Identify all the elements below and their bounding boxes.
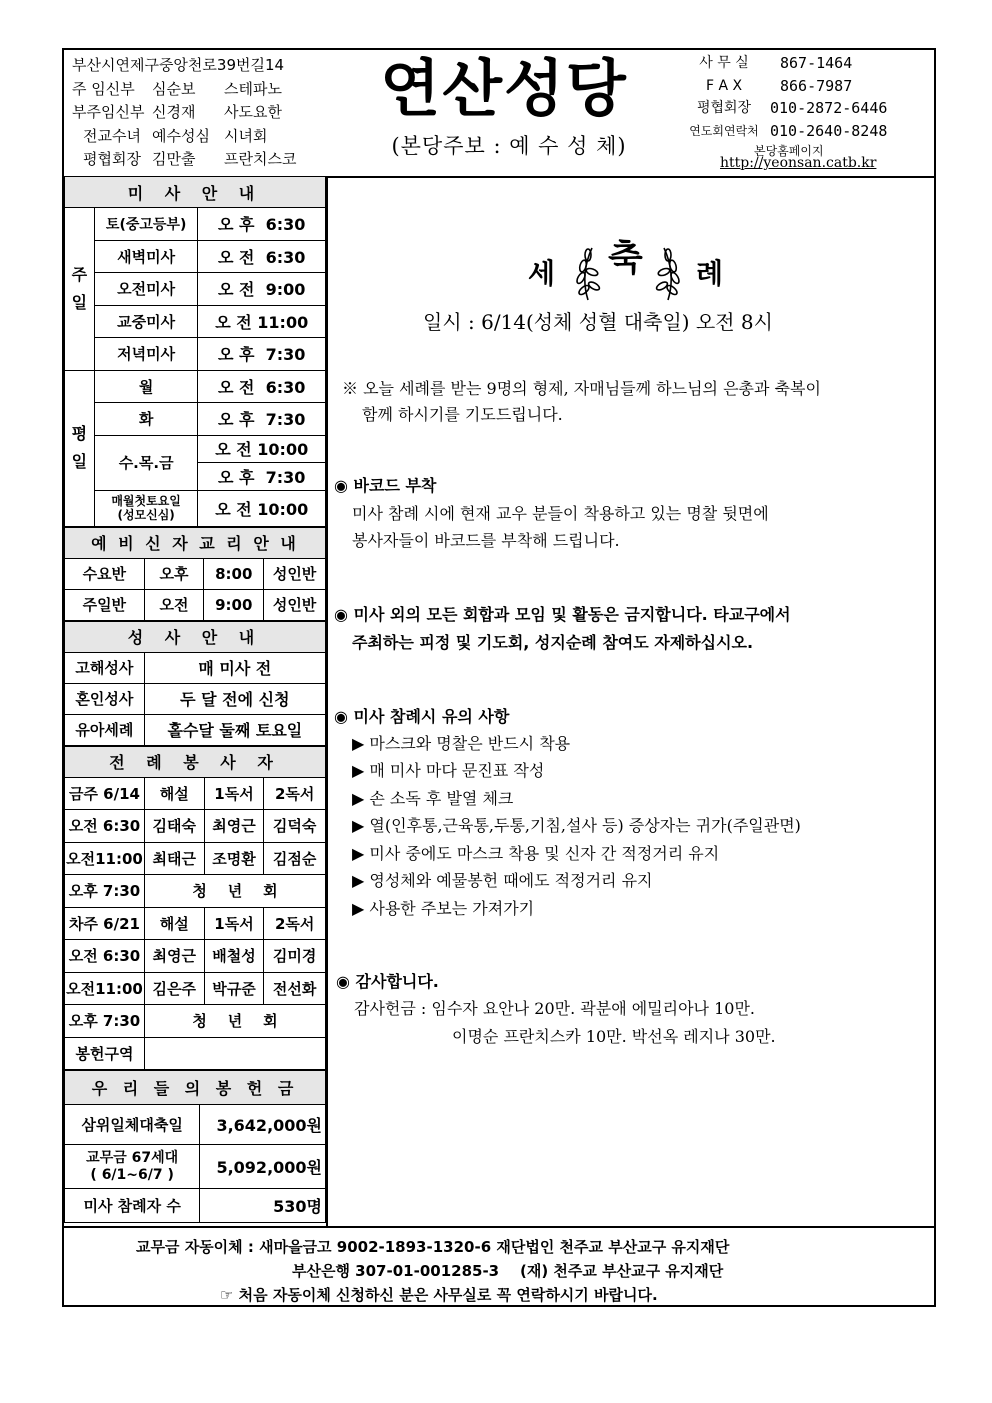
sacrament-info: 매 미사 전 <box>144 652 325 683</box>
offering-value: 3,642,000원 <box>200 1105 326 1145</box>
barcode-heading: ◉ 바코드 부착 <box>334 476 437 495</box>
footer-account-line: 부산은행 307-01-001285-3 (재) 천주교 부산교구 유지재단 <box>292 1262 724 1280</box>
mass-name: 토(중고등부) <box>94 208 198 241</box>
server-group: 청 년 회 <box>144 1005 325 1038</box>
mass-name: 새벽미사 <box>94 240 198 273</box>
bulletin-frame <box>62 48 936 1307</box>
staff-row: 부주임신부 신경재 사도요한 <box>72 103 282 121</box>
mass-schedule-table <box>64 176 326 527</box>
footer-contact-note: ☞ 처음 자동이체 신청하신 분은 사무실로 꼭 연락하시기 바랍니다. <box>220 1286 658 1304</box>
homepage-link[interactable]: http://yeonsan.catb.kr <box>720 155 877 171</box>
page-subtitle: (본당주보 : 예 수 성 체) <box>391 134 627 158</box>
role-header: 1독서 <box>204 777 264 810</box>
catechumen-title: 예 비 신 자 교 리 안 내 <box>65 527 326 558</box>
mass-time: 오 전 9:00 <box>198 273 326 306</box>
mass-time: 오 후 7:30 <box>198 463 326 491</box>
mass-slot: 오전 6:30 <box>65 940 145 973</box>
caution-item: ▶ 마스크와 명찰은 반드시 착용 <box>352 734 571 753</box>
server-name: 김태숙 <box>144 810 204 843</box>
offering-label: 교무금 67세대 ( 6/1~6/7 ) <box>65 1145 200 1189</box>
staff-row: 주 임신부 심순보 스테파노 <box>72 79 282 98</box>
server-name: 김덕숙 <box>264 810 326 843</box>
parish-address: 부산시연제구중앙천로39번길14 <box>72 56 285 74</box>
mass-slot: 오전 6:30 <box>65 810 145 843</box>
baptism-date: 일시 : 6/14(성체 성혈 대축일) 오전 8시 <box>423 310 773 334</box>
caution-item: ▶ 영성체와 예물봉헌 때에도 적정거리 유지 <box>352 871 653 890</box>
offering-area-value <box>144 1037 325 1070</box>
role-header: 해설 <box>144 777 204 810</box>
caution-item: ▶ 열(인후통,근육통,두통,기침,설사 등) 증상자는 귀가(주일관면) <box>352 816 801 835</box>
week-label: 차주 6/21 <box>65 907 145 940</box>
sacrament-name: 유아세례 <box>65 714 145 745</box>
class-target: 성인반 <box>264 589 326 620</box>
server-group: 청 년 회 <box>144 875 325 908</box>
liturgy-title: 전 례 봉 사 자 <box>65 746 326 777</box>
mass-name: 월 <box>94 370 198 403</box>
mass-time: 오 전 6:30 <box>198 240 326 273</box>
offering-label: 삼위일체대축일 <box>65 1105 200 1145</box>
baptism-title-right: 례 <box>696 257 724 290</box>
class-time: 8:00 <box>204 558 264 589</box>
footer-account-line: 교무금 자동이체 : 새마을금고 9002-1893-1320-6 재단법인 천주교 부산교구 유지재단 <box>136 1238 730 1256</box>
server-name: 최태근 <box>144 842 204 875</box>
info-sidebar <box>64 176 328 1226</box>
mass-time: 오 후 7:30 <box>198 403 326 436</box>
role-header: 1독서 <box>204 907 264 940</box>
caution-item: ▶ 매 미사 마다 문진표 작성 <box>352 761 545 780</box>
contact-row: 연도회연락처 010-2640-8248 <box>689 121 888 140</box>
mass-slot: 오후 7:30 <box>65 875 145 908</box>
contact-row: 평협회장 010-2872-6446 <box>696 99 888 117</box>
baptism-note: 함께 하시기를 기도드립니다. <box>362 405 563 424</box>
homepage-label: 본당홈페이지 <box>754 144 824 158</box>
offering-label: 미사 참례자 수 <box>65 1189 200 1223</box>
baptism-note: ※ 오늘 세례를 받는 9명의 형제, 자매님들께 하느님의 은총과 축복이 <box>342 379 821 398</box>
server-name: 김은주 <box>144 972 204 1005</box>
mass-name: 수.목.금 <box>94 435 198 490</box>
baptism-title <box>528 228 728 308</box>
page-title: 연산성당 <box>380 52 628 125</box>
contact-row: 사 무 실 867-1464 <box>699 54 853 72</box>
server-name: 김미경 <box>264 940 326 973</box>
parish-info <box>72 54 332 172</box>
caution-item: ▶ 미사 중에도 마스크 착용 및 신자 간 적정거리 유지 <box>352 844 720 863</box>
mass-guide-title: 미 사 안 내 <box>65 177 326 208</box>
announcements-area <box>328 176 934 1226</box>
thanks-text: 이명순 프란치스카 10만. 박선옥 레지나 30만. <box>452 1027 776 1046</box>
server-name: 전선화 <box>264 972 326 1005</box>
role-header: 2독서 <box>264 907 326 940</box>
server-name: 조명환 <box>204 842 264 875</box>
mass-name: 화 <box>94 403 198 436</box>
server-name: 김점순 <box>264 842 326 875</box>
contact-info <box>684 52 934 142</box>
barcode-text: 봉사자들이 바코드를 부착해 드립니다. <box>352 531 620 550</box>
server-name: 최영근 <box>204 810 264 843</box>
staff-row: 전교수녀 예수성심 시녀회 <box>83 126 268 145</box>
auto-transfer-footer <box>64 1226 934 1309</box>
mass-time: 오 전 10:00 <box>198 490 326 526</box>
server-name: 배철성 <box>204 940 264 973</box>
server-name: 박규준 <box>204 972 264 1005</box>
sacrament-info: 홀수달 둘째 토요일 <box>144 714 325 745</box>
class-name: 주일반 <box>65 589 145 620</box>
bulletin-header <box>64 50 934 178</box>
class-period: 오후 <box>144 558 204 589</box>
thanks-text: 감사헌금 : 임수자 요안나 20만. 곽분애 에밀리아나 10만. <box>354 999 756 1018</box>
role-header: 해설 <box>144 907 204 940</box>
gathering-ban-notice: ◉ 미사 외의 모든 회합과 모임 및 활동은 금지합니다. 타교구에서 <box>334 605 791 624</box>
mass-slot: 오전11:00 <box>65 972 145 1005</box>
sacraments-table <box>64 621 326 746</box>
sacrament-name: 고해성사 <box>65 652 145 683</box>
baptism-title-left: 세 <box>528 257 556 290</box>
mass-time: 오 전 10:00 <box>198 435 326 463</box>
class-target: 성인반 <box>264 558 326 589</box>
class-period: 오전 <box>144 589 204 620</box>
mass-time: 오 후 7:30 <box>198 338 326 371</box>
sacrament-name: 혼인성사 <box>65 683 145 714</box>
contact-row: F A X 866-7987 <box>705 76 853 95</box>
week-label: 금주 6/14 <box>65 777 145 810</box>
offering-value: 530명 <box>200 1189 326 1223</box>
gathering-ban-notice: 주최하는 피정 및 기도회, 성지순례 참여도 자제하십시오. <box>352 633 754 652</box>
first-saturday-mass: 매월첫토요일 (성모신심) <box>94 490 198 526</box>
weekday-label: 평 일 <box>65 370 95 526</box>
baptism-title-mid: 축 <box>608 238 643 279</box>
offerings-title: 우 리 들 의 봉 헌 금 <box>65 1071 326 1105</box>
barcode-text: 미사 참례 시에 현재 교우 분들이 착용하고 있는 명찰 뒷면에 <box>352 504 769 523</box>
mass-time: 오 후 6:30 <box>198 208 326 241</box>
staff-row: 평협회장 김만출 프란치스코 <box>83 150 297 168</box>
offering-value: 5,092,000원 <box>200 1145 326 1189</box>
mass-name: 오전미사 <box>94 273 198 306</box>
mass-time: 오 전 6:30 <box>198 370 326 403</box>
role-header: 2독서 <box>264 777 326 810</box>
mass-slot: 오전11:00 <box>65 842 145 875</box>
class-name: 수요반 <box>65 558 145 589</box>
offerings-table <box>64 1070 326 1223</box>
class-time: 9:00 <box>204 589 264 620</box>
mass-name: 교중미사 <box>94 305 198 338</box>
catechumen-table <box>64 527 326 621</box>
caution-heading: ◉ 미사 참례시 유의 사항 <box>334 707 510 726</box>
sunday-label: 주 일 <box>65 208 95 371</box>
server-name: 최영근 <box>144 940 204 973</box>
sacrament-info: 두 달 전에 신청 <box>144 683 325 714</box>
offering-area-label: 봉헌구역 <box>65 1037 145 1070</box>
thanks-heading: ◉ 감사합니다. <box>336 972 439 991</box>
mass-time: 오 전 11:00 <box>198 305 326 338</box>
mass-slot: 오후 7:30 <box>65 1005 145 1038</box>
caution-item: ▶ 손 소독 후 발열 체크 <box>352 789 514 808</box>
mass-name: 저녁미사 <box>94 338 198 371</box>
liturgy-servers-table <box>64 746 326 1071</box>
sacraments-title: 성 사 안 내 <box>65 621 326 652</box>
caution-item: ▶ 사용한 주보는 가져가기 <box>352 899 535 918</box>
